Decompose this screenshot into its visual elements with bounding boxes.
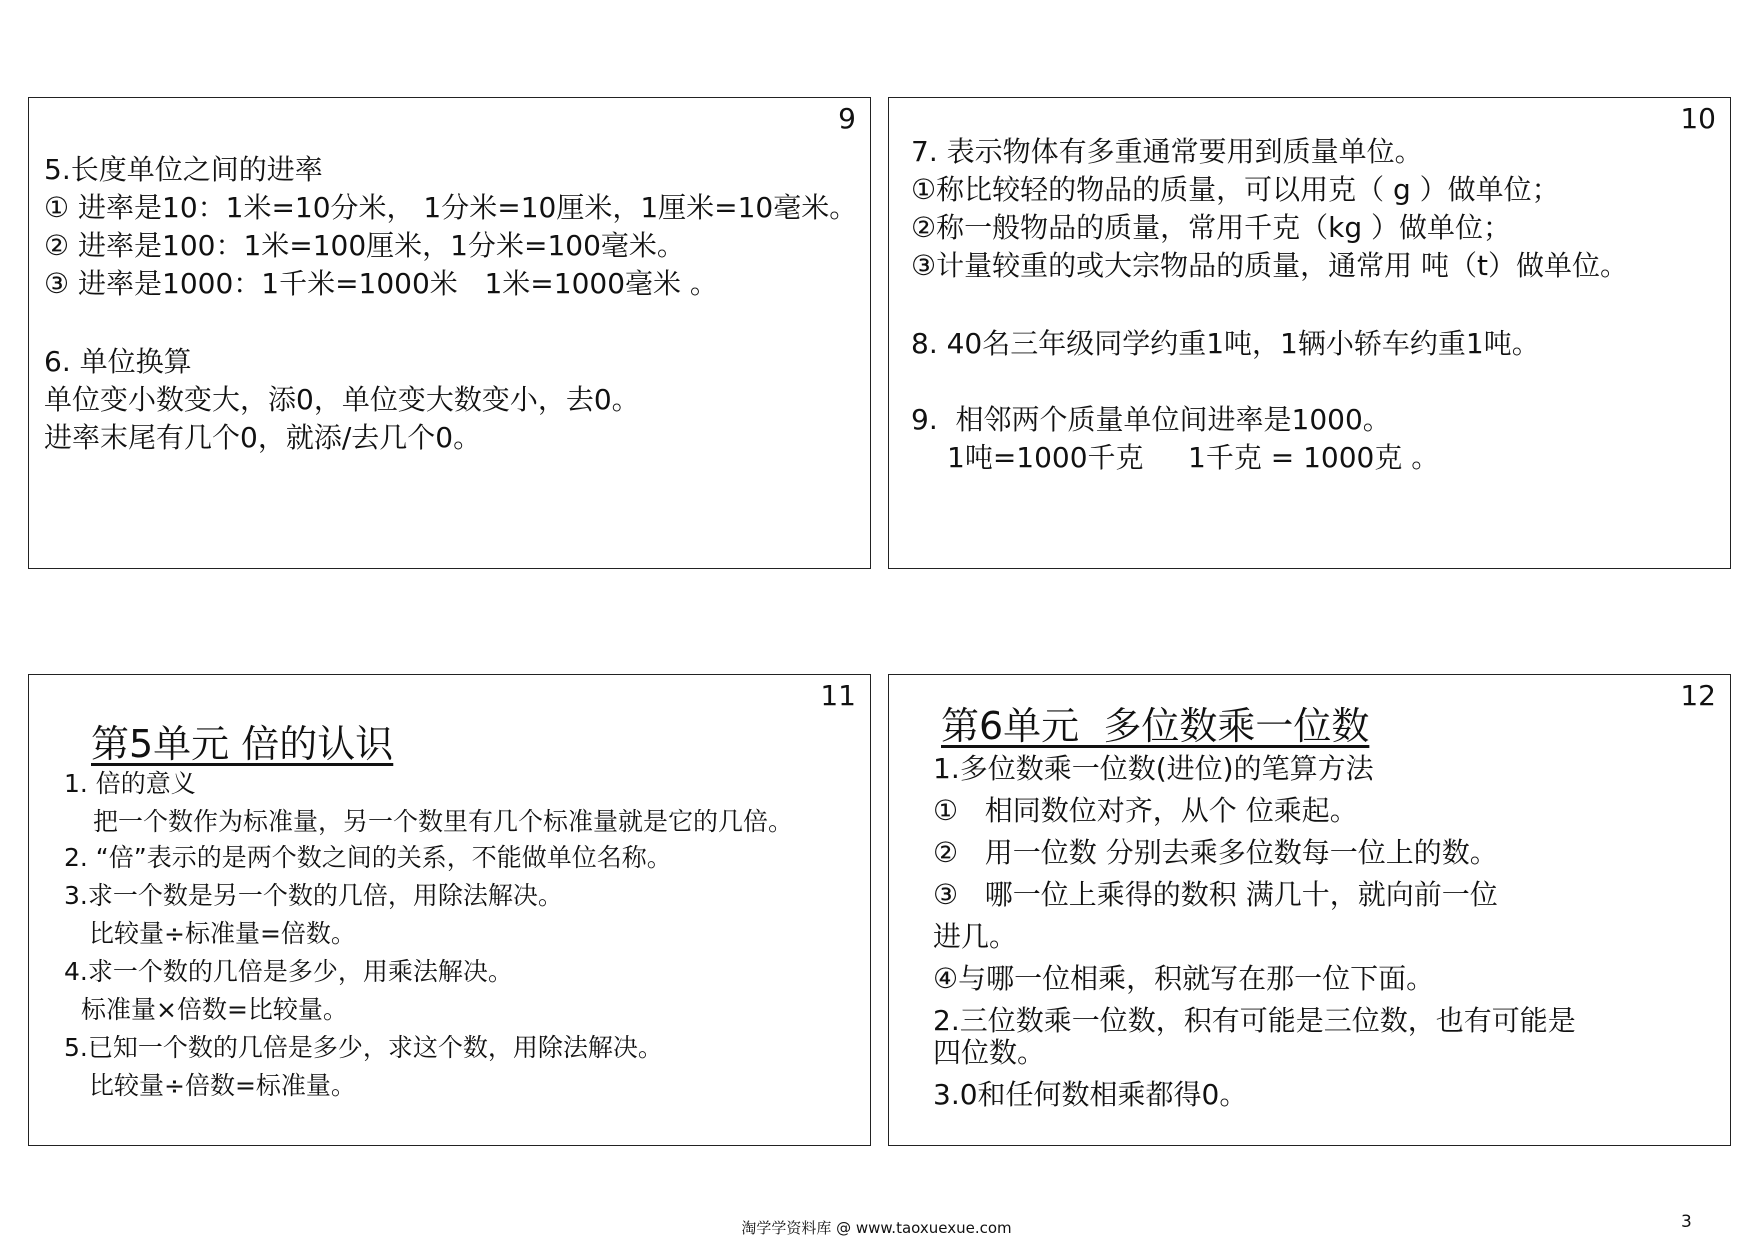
- text-line: 1. 倍的意义: [64, 769, 196, 798]
- card-number: 12: [1680, 679, 1716, 712]
- text-line: 单位变小数变大，添0，单位变大数变小，去0。: [44, 383, 640, 416]
- text-line: 把一个数作为标准量，另一个数里有几个标准量就是它的几倍。: [93, 807, 794, 836]
- card-12: [888, 674, 1731, 1146]
- text-line: 8. 40名三年级同学约重1吨，1辆小轿车约重1吨。: [911, 327, 1540, 360]
- text-line: ②称一般物品的质量，常用千克（kg ）做单位；: [911, 211, 1511, 244]
- page-number: 3: [1681, 1212, 1692, 1232]
- text-line: ①称比较轻的物品的质量，可以用克（ g ）做单位；: [911, 173, 1560, 206]
- text-line: ② 进率是100：1米=100厘米，1分米=100毫米。: [44, 229, 685, 262]
- heading-unit-conversion: 6. 单位换算: [44, 345, 192, 378]
- text-line: 2.三位数乘一位数，积有可能是三位数，也有可能是: [933, 1004, 1576, 1037]
- text-line: 四位数。: [933, 1036, 1046, 1069]
- heading-mass-units: 7. 表示物体有多重通常要用到质量单位。: [911, 135, 1423, 168]
- heading-length-units: 5.长度单位之间的进率: [44, 153, 323, 186]
- text-line: 4.求一个数的几倍是多少，用乘法解决。: [64, 957, 513, 986]
- text-line: 标准量×倍数=比较量。: [81, 995, 348, 1024]
- text-line: 3.0和任何数相乘都得0。: [933, 1078, 1248, 1111]
- card-number: 10: [1680, 102, 1716, 135]
- text-line: 9. 相邻两个质量单位间进率是1000。: [911, 403, 1391, 436]
- text-line: ① 进率是10：1米=10分米， 1分米=10厘米，1厘米=10毫米。: [44, 191, 858, 224]
- text-line: 进几。: [933, 920, 1018, 953]
- card-number: 11: [820, 679, 856, 712]
- card-11: [28, 674, 871, 1146]
- text-line: ③ 进率是1000：1千米=1000米 1米=1000毫米 。: [44, 267, 718, 300]
- footer-watermark: 淘学学资料库 @ www.taoxuexue.com: [741, 1219, 1012, 1237]
- unit-title: 第6单元 多位数乘一位数: [941, 704, 1370, 748]
- card-10: [888, 97, 1731, 569]
- text-line: 进率末尾有几个0，就添/去几个0。: [44, 421, 482, 454]
- card-number: 9: [838, 102, 856, 135]
- text-line: ④与哪一位相乘，积就写在那一位下面。: [933, 962, 1435, 995]
- text-line: 1.多位数乘一位数(进位)的笔算方法: [933, 752, 1374, 785]
- text-line: 2. “倍”表示的是两个数之间的关系，不能做单位名称。: [64, 843, 672, 872]
- text-line: 3.求一个数是另一个数的几倍，用除法解决。: [64, 881, 563, 910]
- text-line: 比较量÷标准量=倍数。: [89, 919, 356, 948]
- card-9: [28, 97, 871, 569]
- text-line: 1吨=1000千克 1千克 = 1000克 。: [947, 441, 1440, 474]
- unit-title: 第5单元 倍的认识: [91, 722, 394, 766]
- text-line: ② 用一位数 分别去乘多位数每一位上的数。: [933, 836, 1498, 869]
- text-line: ① 相同数位对齐，从个 位乘起。: [933, 794, 1358, 827]
- text-line: ③ 哪一位上乘得的数积 满几十，就向前一位: [933, 878, 1498, 911]
- text-line: ③计量较重的或大宗物品的质量，通常用 吨（t）做单位。: [911, 249, 1628, 282]
- text-line: 5.已知一个数的几倍是多少，求这个数，用除法解决。: [64, 1033, 663, 1062]
- text-line: 比较量÷倍数=标准量。: [89, 1071, 356, 1100]
